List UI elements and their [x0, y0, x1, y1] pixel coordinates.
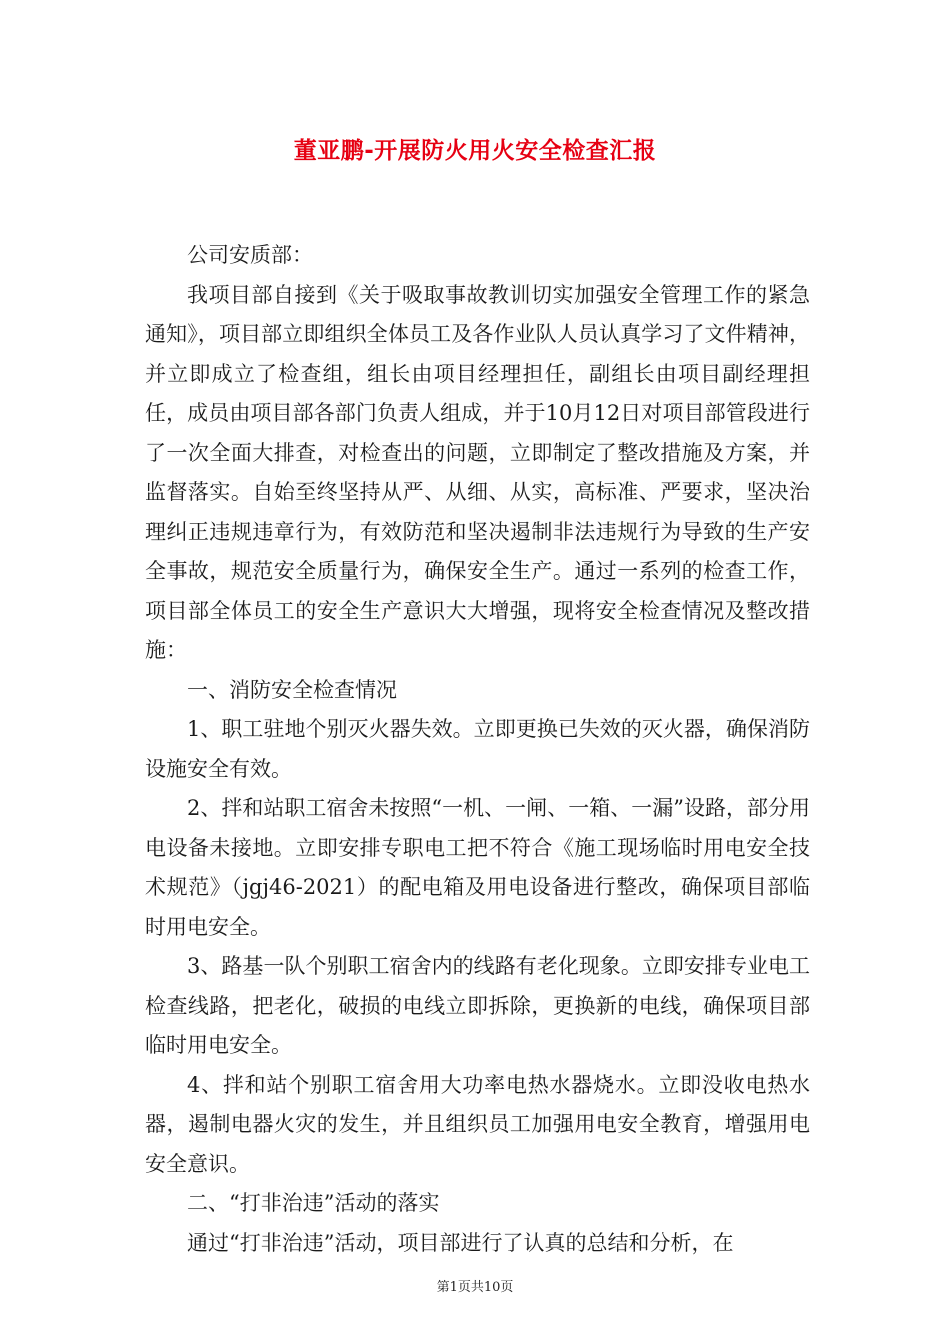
document-title: 董亚鹏-开展防火用火安全检查汇报 — [293, 138, 657, 164]
greeting-paragraph: 公司安质部： — [187, 243, 313, 267]
page-footer — [0, 1276, 950, 1295]
document-body — [145, 236, 810, 1263]
intro-paragraph: 我项目部自接到《关于吸取事故教训切实加强安全管理工作的紧急通知》，项目部立即组织全体员工及各作业队人员认真学习了文件精神，并立即成立了检查组，组长由项目经理担任，副组长由项目副经理担任，成员由项目部各部门负责人组成，并于10月12日对项目部管段进行了一次全面大排查，对检查出的问题，立即制定了整改措施及方案，并监督落实。自始至终坚持从严、从细、从实，高标准、严要求，坚决治理纠正违规违章行为，有效防范和坚决遏制非法违规行为导致的生产安全事故，规范安全质量行为，确保安全生产。通过一系列的检查工作，项目部全体员工的安全生产意识大大增强，现将安全检查情况及整改措施： — [145, 282, 810, 662]
item-paragraph-4: 4、拌和站个别职工宿舍用大功率电热水器烧水。立即没收电热水器，遏制电器火灾的发生，并且组织员工加强用电安全教育，增强用电安全意识。 — [145, 1072, 810, 1176]
item-paragraph-3: 3、路基一队个别职工宿舍内的线路有老化现象。立即安排专业电工检查线路，把老化，破损的电线立即拆除，更换新的电线，确保项目部临时用电安全。 — [145, 954, 810, 1057]
item-paragraph-2: 2、拌和站职工宿舍未按照“一机、一闸、一箱、一漏”设路，部分用电设备未接地。立即安排专职电工把不符合《施工现场临时用电安全技术规范》（jgj46-2021）的配电箱及用电设备进行整改，确保项目部临时用电安全。 — [145, 796, 810, 939]
page-number-label: 第1页共10页 — [436, 1280, 514, 1295]
campaign-paragraph: 通过“打非治违”活动，项目部进行了认真的总结和分析，在 — [187, 1230, 734, 1255]
item-paragraph-1: 1、职工驻地个别灭火器失效。立即更换已失效的灭火器，确保消防设施安全有效。 — [145, 717, 810, 781]
section-heading-campaign: 二、“打非治违”活动的落实 — [187, 1191, 440, 1215]
section-heading-fire-safety: 一、消防安全检查情况 — [187, 677, 397, 702]
